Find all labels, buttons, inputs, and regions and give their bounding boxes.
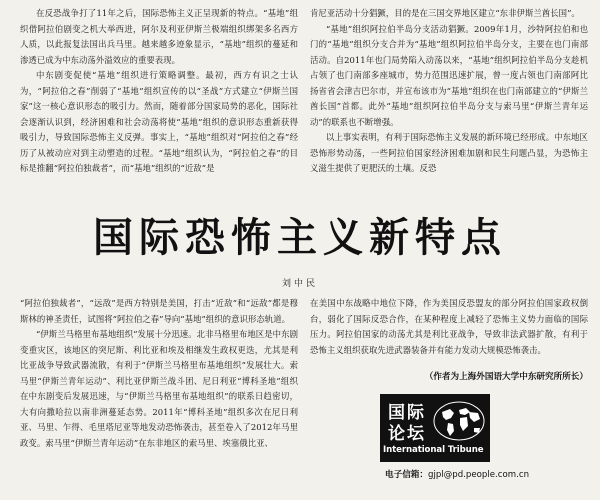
- paragraph: 中东剧变促使“基地”组织进行策略调整。最初，西方有识之士认为，“阿拉伯之春”削弱了“基地”组织宣传的以“圣战”方式建立“伊斯兰国家”这一核心意识形态的吸引力。然而，随着部分国家局势的恶化，国际社会逐渐认识到，经济困难和社会动荡将使“基地”组织的意识形态重新获得吸引力，导致国际恐怖主义反弹。事实上，“基地”组织对“阿拉伯之春”经历了从被动应对到主动塑造的过程。“基地”组织认为，“阿拉伯之春”的目标是推翻“阿拉伯独裁者”，而“基地”组织的“近敌”是: [20, 70, 298, 173]
- email-address[interactable]: gjpl@pd.people.com.cn: [427, 470, 530, 480]
- paragraph: “阿拉伯独裁者”，“远敌”是西方特别是美国，打击“近敌”和“远敌”都是穆斯林的神圣责任，试图将“阿拉伯之春”导向“基地”组织的意识形态轨道。: [20, 298, 298, 324]
- article-column-top-right: [310, 6, 588, 211]
- contact-email-line: [385, 468, 585, 480]
- headline: 国际恐怖主义新特点: [93, 215, 507, 261]
- logo-text-line2: 论坛: [388, 424, 426, 444]
- paragraph: “伊斯兰马格里布基地组织”发展十分迅速。北非马格里布地区是中东剧变重灾区，该地区的突尼斯、利比亚和埃及相继发生政权更迭，尤其是利比亚战争导致武器流散，有利于“伊斯兰马格里布基地组织”发展壮大。索马里“伊斯兰青年运动”、利比亚伊斯兰战斗团、尼日利亚“博科圣地”组织在中东剧变后发展迅速，与“伊斯兰马格里布基地组织”的联系日趋密切，大有向撒哈拉以南非洲蔓延态势。2011年“博科圣地”组织多次在尼日利亚、马里、乍得、毛里塔尼亚等地发动恐怖袭击，甚至卷入了2012年马里政变。索马里“伊斯兰青年运动”在东非地区的索马里、埃塞俄比亚、: [20, 329, 298, 448]
- paragraph: 在反恐战争打了11年之后，国际恐怖主义正呈现新的特点。“基地”组织借阿拉伯剧变之机大举西进，阿尔及利亚伊斯兰极端组织绑架多名西方人质，以此报复法国出兵马里。越来越多迹象显示，“基地”组织的蔓延和渗透已成为中东动荡外溢效应的重要表现。: [20, 8, 298, 65]
- email-label: 电子信箱：: [385, 470, 428, 480]
- article-column-bottom-right: [310, 296, 588, 366]
- world-map-icon: [432, 400, 486, 442]
- author-affiliation: （作者为上海外国语大学中东研究所所长）: [424, 372, 588, 382]
- article-column-bottom-left: [20, 296, 298, 496]
- article-column-top-left: [20, 6, 298, 211]
- byline: 刘中民: [281, 279, 318, 289]
- paragraph: 在美国中东战略中地位下降，作为美国反恐盟友的部分阿拉伯国家政权倒台，弱化了国际反恐合作，在某种程度上减轻了恐怖主义势力面临的国际压力。阿拉伯国家的动荡尤其是利比亚战争，导致非法武器扩散，有利于恐怖主义组织获取先进武器装备并有能力发动大规模恐怖袭击。: [310, 298, 588, 355]
- logo-english-text: International Tribune: [383, 445, 484, 455]
- paragraph: “基地”组织阿拉伯半岛分支活动猖獗。2009年1月，沙特阿拉伯和也门的“基地”组织分支合并为“基地”组织阿拉伯半岛分支，主要在也门南部活动。自2011年也门局势陷入动荡以来，“基地”组织阿拉伯半岛分支趁机占领了也门南部多座城市，势力范围迅速扩展，曾一度占领也门南部阿比扬省省会津吉巴尔市，并宣布该市为“基地”组织在也门南部建立的“伊斯兰酋长国”首都。此外“基地”组织阿拉伯半岛分支与索马里“伊斯兰青年运动”的联系也不断增强。: [310, 23, 588, 127]
- paragraph: 以上事实表明，有利于国际恐怖主义发展的新环境已经形成。中东地区恐怖形势动荡，一些阿拉伯国家经济困难加剧和民生问题凸显，为恐怖主义滋生提供了更肥沃的土壤。反恐: [310, 132, 588, 173]
- international-tribune-logo: [380, 394, 490, 462]
- logo-text-line1: 国际: [388, 403, 426, 423]
- paragraph: 肯尼亚活动十分猖獗，目的是在三国交界地区建立“东非伊斯兰酋长国”。: [310, 8, 580, 18]
